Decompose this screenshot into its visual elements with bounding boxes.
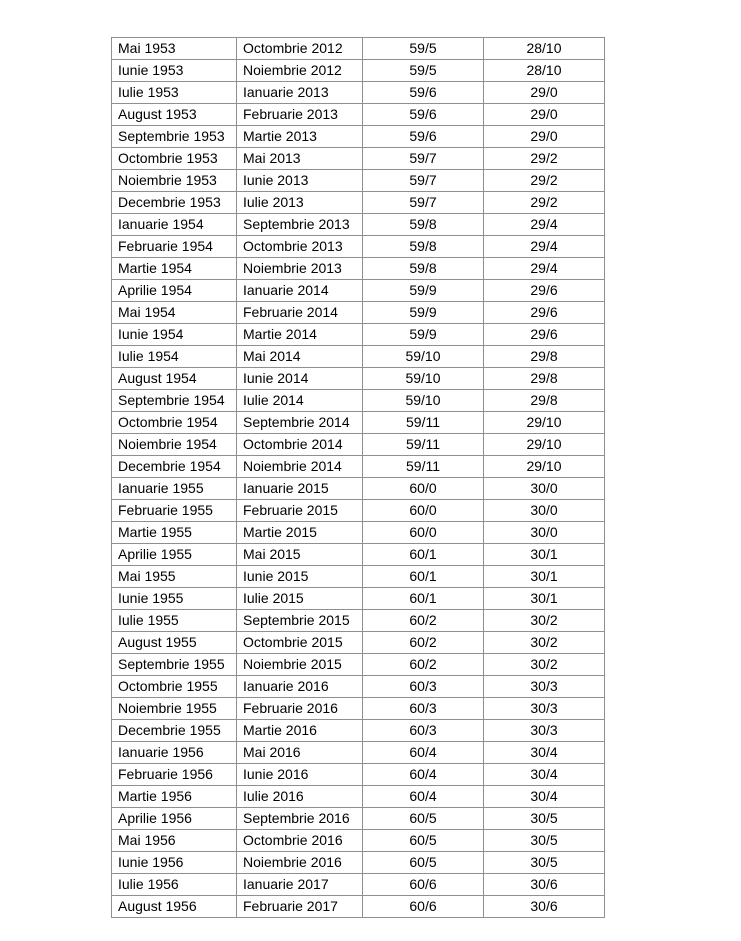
table-cell: Noiembrie 2013 — [237, 258, 363, 280]
table-cell: 29/2 — [484, 192, 605, 214]
table-cell: Iulie 1953 — [112, 82, 237, 104]
table-cell: Februarie 1955 — [112, 500, 237, 522]
table-cell: 30/5 — [484, 808, 605, 830]
table-cell: Ianuarie 2013 — [237, 82, 363, 104]
table-cell: 60/2 — [363, 632, 484, 654]
table-cell: Septembrie 1954 — [112, 390, 237, 412]
table-cell: 29/2 — [484, 170, 605, 192]
table-cell: Septembrie 2016 — [237, 808, 363, 830]
table-cell: 29/0 — [484, 104, 605, 126]
table-row — [112, 896, 605, 918]
table-cell: Octombrie 1953 — [112, 148, 237, 170]
table-cell: 30/5 — [484, 852, 605, 874]
table-cell: 59/9 — [363, 302, 484, 324]
table-cell: Iunie 1956 — [112, 852, 237, 874]
table-row — [112, 214, 605, 236]
table-cell: 29/4 — [484, 258, 605, 280]
table-cell: Ianuarie 1955 — [112, 478, 237, 500]
table-cell: 60/2 — [363, 654, 484, 676]
table-cell: Aprilie 1955 — [112, 544, 237, 566]
table-row — [112, 302, 605, 324]
table-cell: Octombrie 2015 — [237, 632, 363, 654]
table-row — [112, 434, 605, 456]
table-cell: Octombrie 1955 — [112, 676, 237, 698]
table-body — [112, 38, 605, 918]
table-cell: Iulie 1955 — [112, 610, 237, 632]
table-cell: 30/0 — [484, 500, 605, 522]
table-row — [112, 346, 605, 368]
table-cell: 60/6 — [363, 874, 484, 896]
table-cell: Iunie 2015 — [237, 566, 363, 588]
table-row — [112, 632, 605, 654]
table-cell: Decembrie 1954 — [112, 456, 237, 478]
table-cell: 60/3 — [363, 676, 484, 698]
table-cell: 60/1 — [363, 588, 484, 610]
table-cell: 29/10 — [484, 456, 605, 478]
table-row — [112, 588, 605, 610]
table-row — [112, 786, 605, 808]
table-row — [112, 874, 605, 896]
table-cell: 59/9 — [363, 324, 484, 346]
table-row — [112, 808, 605, 830]
table-cell: Septembrie 2013 — [237, 214, 363, 236]
table-cell: Februarie 2016 — [237, 698, 363, 720]
table-cell: 30/2 — [484, 610, 605, 632]
table-row — [112, 676, 605, 698]
table-row — [112, 60, 605, 82]
table-cell: 29/8 — [484, 346, 605, 368]
table-cell: Noiembrie 2012 — [237, 60, 363, 82]
table-cell: 59/5 — [363, 38, 484, 60]
table-cell: 30/4 — [484, 786, 605, 808]
table-cell: 59/11 — [363, 434, 484, 456]
table-cell: Aprilie 1956 — [112, 808, 237, 830]
table-cell: 59/6 — [363, 126, 484, 148]
table-cell: Octombrie 2014 — [237, 434, 363, 456]
table-cell: Noiembrie 2016 — [237, 852, 363, 874]
table-cell: 59/6 — [363, 104, 484, 126]
table-row — [112, 368, 605, 390]
table-cell: Mai 2013 — [237, 148, 363, 170]
table-cell: Februarie 2014 — [237, 302, 363, 324]
table-cell: Iulie 2013 — [237, 192, 363, 214]
table-row — [112, 192, 605, 214]
table-cell: 60/0 — [363, 522, 484, 544]
table-cell: Mai 1954 — [112, 302, 237, 324]
table-cell: 60/3 — [363, 720, 484, 742]
table-row — [112, 610, 605, 632]
table-cell: 30/6 — [484, 874, 605, 896]
table-cell: Decembrie 1955 — [112, 720, 237, 742]
table-cell: 60/1 — [363, 566, 484, 588]
table-cell: Mai 2015 — [237, 544, 363, 566]
table-cell: 59/8 — [363, 236, 484, 258]
table-cell: Martie 1955 — [112, 522, 237, 544]
table-cell: Mai 1955 — [112, 566, 237, 588]
table-cell: 59/5 — [363, 60, 484, 82]
table-row — [112, 830, 605, 852]
table-cell: 60/5 — [363, 830, 484, 852]
table-cell: Mai 1953 — [112, 38, 237, 60]
table-cell: Noiembrie 2015 — [237, 654, 363, 676]
table-cell: 60/5 — [363, 852, 484, 874]
table-cell: Iulie 2015 — [237, 588, 363, 610]
table-cell: 59/8 — [363, 258, 484, 280]
table-cell: Septembrie 2015 — [237, 610, 363, 632]
table-cell: Iunie 1955 — [112, 588, 237, 610]
table-cell: 28/10 — [484, 60, 605, 82]
table-cell: 59/11 — [363, 456, 484, 478]
table-cell: 28/10 — [484, 38, 605, 60]
table-cell: 29/4 — [484, 214, 605, 236]
table-cell: Februarie 1954 — [112, 236, 237, 258]
table-cell: 59/9 — [363, 280, 484, 302]
table-cell: 30/0 — [484, 478, 605, 500]
table-cell: 29/10 — [484, 434, 605, 456]
table-cell: Martie 1956 — [112, 786, 237, 808]
table-cell: 59/10 — [363, 368, 484, 390]
table-cell: 29/6 — [484, 280, 605, 302]
table-cell: Iulie 2014 — [237, 390, 363, 412]
table-row — [112, 500, 605, 522]
table-cell: 29/6 — [484, 302, 605, 324]
table-cell: August 1953 — [112, 104, 237, 126]
table-cell: 59/11 — [363, 412, 484, 434]
table-cell: 60/6 — [363, 896, 484, 918]
table-cell: 30/3 — [484, 720, 605, 742]
table-cell: 29/8 — [484, 368, 605, 390]
table-cell: Noiembrie 2014 — [237, 456, 363, 478]
table-cell: Iunie 1953 — [112, 60, 237, 82]
table-cell: Octombrie 2013 — [237, 236, 363, 258]
table-cell: Septembrie 1953 — [112, 126, 237, 148]
table-row — [112, 390, 605, 412]
table-cell: 59/7 — [363, 192, 484, 214]
table-row — [112, 148, 605, 170]
table-row — [112, 478, 605, 500]
table-cell: 60/0 — [363, 478, 484, 500]
table-row — [112, 654, 605, 676]
table-cell: 60/4 — [363, 786, 484, 808]
table-cell: Noiembrie 1953 — [112, 170, 237, 192]
table-cell: Iulie 2016 — [237, 786, 363, 808]
table-cell: Februarie 2015 — [237, 500, 363, 522]
table-row — [112, 324, 605, 346]
table-cell: Iulie 1956 — [112, 874, 237, 896]
data-table — [111, 37, 605, 918]
table-cell: 30/0 — [484, 522, 605, 544]
table-cell: August 1955 — [112, 632, 237, 654]
table-cell: Noiembrie 1955 — [112, 698, 237, 720]
table-cell: 29/4 — [484, 236, 605, 258]
table-cell: 30/3 — [484, 698, 605, 720]
table-cell: Martie 1954 — [112, 258, 237, 280]
table-row — [112, 698, 605, 720]
table-cell: Ianuarie 2014 — [237, 280, 363, 302]
table-row — [112, 412, 605, 434]
table-cell: Martie 2015 — [237, 522, 363, 544]
table-cell: Octombrie 2012 — [237, 38, 363, 60]
table-cell: 59/6 — [363, 82, 484, 104]
table-cell: 29/8 — [484, 390, 605, 412]
table-cell: Iunie 2014 — [237, 368, 363, 390]
table-row — [112, 126, 605, 148]
table-cell: Martie 2014 — [237, 324, 363, 346]
table-cell: Decembrie 1953 — [112, 192, 237, 214]
table-cell: 29/10 — [484, 412, 605, 434]
table-cell: Ianuarie 2015 — [237, 478, 363, 500]
table-cell: 30/2 — [484, 654, 605, 676]
table-cell: 29/6 — [484, 324, 605, 346]
table-cell: Mai 2016 — [237, 742, 363, 764]
table-cell: Ianuarie 1956 — [112, 742, 237, 764]
table-cell: August 1954 — [112, 368, 237, 390]
table-row — [112, 720, 605, 742]
table-cell: 30/6 — [484, 896, 605, 918]
table-cell: 30/1 — [484, 588, 605, 610]
table-row — [112, 566, 605, 588]
table-cell: 60/5 — [363, 808, 484, 830]
table-row — [112, 456, 605, 478]
table-cell: Ianuarie 2016 — [237, 676, 363, 698]
table-cell: Februarie 2013 — [237, 104, 363, 126]
table-cell: 30/1 — [484, 566, 605, 588]
table-cell: Iulie 1954 — [112, 346, 237, 368]
table-cell: Februarie 1956 — [112, 764, 237, 786]
table-cell: Mai 1956 — [112, 830, 237, 852]
table-cell: Septembrie 2014 — [237, 412, 363, 434]
table-cell: 59/10 — [363, 390, 484, 412]
table-row — [112, 764, 605, 786]
table-cell: 60/3 — [363, 698, 484, 720]
table-cell: 30/4 — [484, 764, 605, 786]
table-cell: 30/2 — [484, 632, 605, 654]
table-cell: Octombrie 2016 — [237, 830, 363, 852]
table-row — [112, 280, 605, 302]
table-row — [112, 236, 605, 258]
table-cell: Mai 2014 — [237, 346, 363, 368]
table-cell: Februarie 2017 — [237, 896, 363, 918]
table-cell: Martie 2013 — [237, 126, 363, 148]
table-cell: Iunie 2016 — [237, 764, 363, 786]
table-cell: 60/4 — [363, 764, 484, 786]
table-cell: Iunie 1954 — [112, 324, 237, 346]
table-cell: 59/7 — [363, 148, 484, 170]
table-cell: Iunie 2013 — [237, 170, 363, 192]
table-cell: 60/1 — [363, 544, 484, 566]
table-cell: Octombrie 1954 — [112, 412, 237, 434]
table-cell: Aprilie 1954 — [112, 280, 237, 302]
table-cell: 30/3 — [484, 676, 605, 698]
table-row — [112, 38, 605, 60]
table-row — [112, 258, 605, 280]
table-cell: 30/4 — [484, 742, 605, 764]
table-cell: 59/10 — [363, 346, 484, 368]
table-cell: Ianuarie 1954 — [112, 214, 237, 236]
table-cell: Ianuarie 2017 — [237, 874, 363, 896]
table-cell: 29/2 — [484, 148, 605, 170]
table-cell: 60/0 — [363, 500, 484, 522]
table-cell: 29/0 — [484, 82, 605, 104]
table-cell: August 1956 — [112, 896, 237, 918]
table-cell: Septembrie 1955 — [112, 654, 237, 676]
table-row — [112, 82, 605, 104]
table-row — [112, 742, 605, 764]
table-cell: Noiembrie 1954 — [112, 434, 237, 456]
table-row — [112, 522, 605, 544]
table-row — [112, 852, 605, 874]
table-row — [112, 544, 605, 566]
table-cell: Martie 2016 — [237, 720, 363, 742]
table-row — [112, 104, 605, 126]
table-row — [112, 170, 605, 192]
table-cell: 30/1 — [484, 544, 605, 566]
table-cell: 30/5 — [484, 830, 605, 852]
table-cell: 29/0 — [484, 126, 605, 148]
table-cell: 60/2 — [363, 610, 484, 632]
table-cell: 60/4 — [363, 742, 484, 764]
table-cell: 59/8 — [363, 214, 484, 236]
table-cell: 59/7 — [363, 170, 484, 192]
